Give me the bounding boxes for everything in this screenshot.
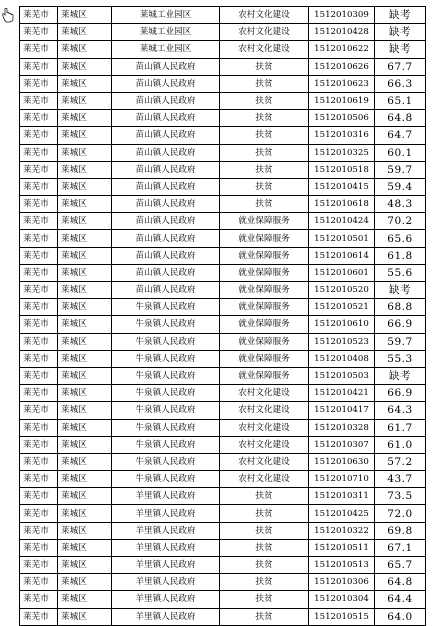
city-cell: 莱芜市 — [20, 92, 58, 109]
score-cell: 72.0 — [375, 505, 426, 522]
exam-number-cell: 1512010417 — [309, 402, 375, 419]
city-cell: 莱芜市 — [20, 24, 58, 41]
score-cell: 64.8 — [375, 110, 426, 127]
city-cell: 莱芜市 — [20, 385, 58, 402]
district-cell: 莱城区 — [58, 471, 112, 488]
district-cell: 莱城区 — [58, 522, 112, 539]
exam-number-cell: 1512010425 — [309, 505, 375, 522]
position-cell: 扶贫 — [220, 557, 309, 574]
district-cell: 莱城区 — [58, 488, 112, 505]
position-cell: 就业保障服务 — [220, 367, 309, 384]
exam-number-cell: 1512010428 — [309, 24, 375, 41]
score-cell: 68.8 — [375, 299, 426, 316]
unit-cell: 牛泉镇人民政府 — [112, 367, 220, 384]
score-cell: 59.7 — [375, 333, 426, 350]
score-cell: 缺考 — [375, 367, 426, 384]
position-cell: 就业保障服务 — [220, 333, 309, 350]
table-row — [20, 161, 426, 178]
district-cell: 莱城区 — [58, 453, 112, 470]
exam-number-cell: 1512010421 — [309, 385, 375, 402]
score-cell: 69.8 — [375, 522, 426, 539]
district-cell: 莱城区 — [58, 385, 112, 402]
district-cell: 莱城区 — [58, 299, 112, 316]
position-cell: 农村文化建设 — [220, 471, 309, 488]
district-cell: 莱城区 — [58, 608, 112, 625]
city-cell: 莱芜市 — [20, 58, 58, 75]
unit-cell: 牛泉镇人民政府 — [112, 436, 220, 453]
district-cell: 莱城区 — [58, 557, 112, 574]
position-cell: 就业保障服务 — [220, 282, 309, 299]
position-cell: 扶贫 — [220, 144, 309, 161]
table-row — [20, 196, 426, 213]
exam-number-cell: 1512010322 — [309, 522, 375, 539]
exam-number-cell: 1512010306 — [309, 574, 375, 591]
unit-cell: 苗山镇人民政府 — [112, 178, 220, 195]
score-cell: 66.9 — [375, 385, 426, 402]
table-row — [20, 316, 426, 333]
exam-number-cell: 1512010521 — [309, 299, 375, 316]
city-cell: 莱芜市 — [20, 453, 58, 470]
unit-cell: 羊里镇人民政府 — [112, 608, 220, 625]
score-cell: 64.4 — [375, 591, 426, 608]
district-cell: 莱城区 — [58, 282, 112, 299]
unit-cell: 苗山镇人民政府 — [112, 196, 220, 213]
exam-number-cell: 1512010619 — [309, 92, 375, 109]
table-row — [20, 436, 426, 453]
position-cell: 农村文化建设 — [220, 385, 309, 402]
position-cell: 扶贫 — [220, 58, 309, 75]
exam-number-cell: 1512010511 — [309, 539, 375, 556]
position-cell: 农村文化建设 — [220, 24, 309, 41]
exam-number-cell: 1512010520 — [309, 282, 375, 299]
district-cell: 莱城区 — [58, 213, 112, 230]
city-cell: 莱芜市 — [20, 247, 58, 264]
city-cell: 莱芜市 — [20, 41, 58, 58]
district-cell: 莱城区 — [58, 419, 112, 436]
table-row — [20, 539, 426, 556]
score-cell: 73.5 — [375, 488, 426, 505]
city-cell: 莱芜市 — [20, 402, 58, 419]
table-row — [20, 92, 426, 109]
unit-cell: 羊里镇人民政府 — [112, 488, 220, 505]
exam-number-cell: 1512010626 — [309, 58, 375, 75]
district-cell: 莱城区 — [58, 367, 112, 384]
score-cell: 65.7 — [375, 557, 426, 574]
unit-cell: 苗山镇人民政府 — [112, 58, 220, 75]
unit-cell: 苗山镇人民政府 — [112, 144, 220, 161]
table-row — [20, 264, 426, 281]
city-cell: 莱芜市 — [20, 7, 58, 24]
score-cell: 57.2 — [375, 453, 426, 470]
unit-cell: 莱城工业园区 — [112, 41, 220, 58]
table-row — [20, 453, 426, 470]
score-cell: 61.0 — [375, 436, 426, 453]
exam-number-cell: 1512010710 — [309, 471, 375, 488]
district-cell: 莱城区 — [58, 247, 112, 264]
city-cell: 莱芜市 — [20, 350, 58, 367]
position-cell: 就业保障服务 — [220, 350, 309, 367]
unit-cell: 苗山镇人民政府 — [112, 110, 220, 127]
district-cell: 莱城区 — [58, 574, 112, 591]
score-cell: 缺考 — [375, 24, 426, 41]
score-cell: 64.8 — [375, 574, 426, 591]
city-cell: 莱芜市 — [20, 144, 58, 161]
city-cell: 莱芜市 — [20, 333, 58, 350]
score-cell: 67.1 — [375, 539, 426, 556]
unit-cell: 苗山镇人民政府 — [112, 247, 220, 264]
unit-cell: 苗山镇人民政府 — [112, 230, 220, 247]
district-cell: 莱城区 — [58, 127, 112, 144]
district-cell: 莱城区 — [58, 436, 112, 453]
table-row — [20, 24, 426, 41]
unit-cell: 羊里镇人民政府 — [112, 539, 220, 556]
district-cell: 莱城区 — [58, 264, 112, 281]
exam-number-cell: 1512010304 — [309, 591, 375, 608]
district-cell: 莱城区 — [58, 24, 112, 41]
position-cell: 扶贫 — [220, 110, 309, 127]
table-row — [20, 7, 426, 24]
position-cell: 农村文化建设 — [220, 402, 309, 419]
score-cell: 70.2 — [375, 213, 426, 230]
table-row — [20, 488, 426, 505]
exam-number-cell: 1512010501 — [309, 230, 375, 247]
score-cell: 缺考 — [375, 41, 426, 58]
score-cell: 55.3 — [375, 350, 426, 367]
position-cell: 扶贫 — [220, 92, 309, 109]
score-cell: 64.0 — [375, 608, 426, 625]
exam-number-cell: 1512010610 — [309, 316, 375, 333]
city-cell: 莱芜市 — [20, 213, 58, 230]
position-cell: 扶贫 — [220, 591, 309, 608]
unit-cell: 牛泉镇人民政府 — [112, 402, 220, 419]
city-cell: 莱芜市 — [20, 316, 58, 333]
district-cell: 莱城区 — [58, 7, 112, 24]
exam-number-cell: 1512010515 — [309, 608, 375, 625]
city-cell: 莱芜市 — [20, 557, 58, 574]
table-row — [20, 127, 426, 144]
city-cell: 莱芜市 — [20, 75, 58, 92]
position-cell: 扶贫 — [220, 522, 309, 539]
district-cell: 莱城区 — [58, 196, 112, 213]
position-cell: 就业保障服务 — [220, 264, 309, 281]
position-cell: 就业保障服务 — [220, 213, 309, 230]
exam-number-cell: 1512010518 — [309, 161, 375, 178]
unit-cell: 苗山镇人民政府 — [112, 282, 220, 299]
city-cell: 莱芜市 — [20, 436, 58, 453]
position-cell: 农村文化建设 — [220, 41, 309, 58]
exam-number-cell: 1512010622 — [309, 41, 375, 58]
district-cell: 莱城区 — [58, 333, 112, 350]
score-cell: 66.9 — [375, 316, 426, 333]
city-cell: 莱芜市 — [20, 591, 58, 608]
table-row — [20, 58, 426, 75]
position-cell: 扶贫 — [220, 127, 309, 144]
score-cell: 61.8 — [375, 247, 426, 264]
city-cell: 莱芜市 — [20, 196, 58, 213]
table-row — [20, 144, 426, 161]
score-cell: 59.4 — [375, 178, 426, 195]
exam-number-cell: 1512010328 — [309, 419, 375, 436]
position-cell: 农村文化建设 — [220, 419, 309, 436]
table-row — [20, 574, 426, 591]
district-cell: 莱城区 — [58, 350, 112, 367]
district-cell: 莱城区 — [58, 539, 112, 556]
district-cell: 莱城区 — [58, 316, 112, 333]
exam-number-cell: 1512010630 — [309, 453, 375, 470]
score-cell: 61.7 — [375, 419, 426, 436]
city-cell: 莱芜市 — [20, 299, 58, 316]
district-cell: 莱城区 — [58, 92, 112, 109]
unit-cell: 莱城工业园区 — [112, 24, 220, 41]
exam-number-cell: 1512010307 — [309, 436, 375, 453]
score-cell: 65.6 — [375, 230, 426, 247]
score-cell: 缺考 — [375, 282, 426, 299]
table-row — [20, 299, 426, 316]
exam-number-cell: 1512010601 — [309, 264, 375, 281]
unit-cell: 苗山镇人民政府 — [112, 75, 220, 92]
district-cell: 莱城区 — [58, 591, 112, 608]
position-cell: 扶贫 — [220, 488, 309, 505]
exam-number-cell: 1512010614 — [309, 247, 375, 264]
city-cell: 莱芜市 — [20, 230, 58, 247]
pointing-hand-icon — [1, 7, 15, 23]
table-row — [20, 367, 426, 384]
table-row — [20, 213, 426, 230]
score-cell: 55.6 — [375, 264, 426, 281]
position-cell: 农村文化建设 — [220, 7, 309, 24]
score-cell: 65.1 — [375, 92, 426, 109]
city-cell: 莱芜市 — [20, 127, 58, 144]
score-cell: 64.7 — [375, 127, 426, 144]
score-cell: 60.1 — [375, 144, 426, 161]
city-cell: 莱芜市 — [20, 539, 58, 556]
city-cell: 莱芜市 — [20, 488, 58, 505]
unit-cell: 羊里镇人民政府 — [112, 522, 220, 539]
table-row — [20, 591, 426, 608]
city-cell: 莱芜市 — [20, 505, 58, 522]
table-row — [20, 505, 426, 522]
score-cell: 64.3 — [375, 402, 426, 419]
unit-cell: 牛泉镇人民政府 — [112, 453, 220, 470]
district-cell: 莱城区 — [58, 144, 112, 161]
city-cell: 莱芜市 — [20, 264, 58, 281]
unit-cell: 牛泉镇人民政府 — [112, 333, 220, 350]
position-cell: 扶贫 — [220, 178, 309, 195]
city-cell: 莱芜市 — [20, 110, 58, 127]
district-cell: 莱城区 — [58, 178, 112, 195]
position-cell: 扶贫 — [220, 196, 309, 213]
district-cell: 莱城区 — [58, 41, 112, 58]
unit-cell: 苗山镇人民政府 — [112, 161, 220, 178]
unit-cell: 牛泉镇人民政府 — [112, 385, 220, 402]
score-table — [19, 6, 426, 626]
score-cell: 67.7 — [375, 58, 426, 75]
position-cell: 就业保障服务 — [220, 316, 309, 333]
table-row — [20, 419, 426, 436]
score-cell: 缺考 — [375, 7, 426, 24]
unit-cell: 牛泉镇人民政府 — [112, 419, 220, 436]
city-cell: 莱芜市 — [20, 471, 58, 488]
score-cell: 43.7 — [375, 471, 426, 488]
score-table-body — [20, 7, 426, 626]
unit-cell: 牛泉镇人民政府 — [112, 299, 220, 316]
position-cell: 农村文化建设 — [220, 453, 309, 470]
district-cell: 莱城区 — [58, 505, 112, 522]
table-row — [20, 608, 426, 625]
table-row — [20, 282, 426, 299]
position-cell: 扶贫 — [220, 539, 309, 556]
table-row — [20, 178, 426, 195]
exam-number-cell: 1512010618 — [309, 196, 375, 213]
table-row — [20, 557, 426, 574]
city-cell: 莱芜市 — [20, 608, 58, 625]
exam-number-cell: 1512010408 — [309, 350, 375, 367]
unit-cell: 苗山镇人民政府 — [112, 92, 220, 109]
district-cell: 莱城区 — [58, 58, 112, 75]
position-cell: 扶贫 — [220, 75, 309, 92]
unit-cell: 牛泉镇人民政府 — [112, 316, 220, 333]
city-cell: 莱芜市 — [20, 161, 58, 178]
table-row — [20, 333, 426, 350]
unit-cell: 苗山镇人民政府 — [112, 264, 220, 281]
unit-cell: 羊里镇人民政府 — [112, 574, 220, 591]
exam-number-cell: 1512010513 — [309, 557, 375, 574]
city-cell: 莱芜市 — [20, 178, 58, 195]
exam-number-cell: 1512010325 — [309, 144, 375, 161]
unit-cell: 羊里镇人民政府 — [112, 557, 220, 574]
exam-number-cell: 1512010309 — [309, 7, 375, 24]
exam-number-cell: 1512010523 — [309, 333, 375, 350]
unit-cell: 莱城工业园区 — [112, 7, 220, 24]
exam-number-cell: 1512010623 — [309, 75, 375, 92]
score-cell: 66.3 — [375, 75, 426, 92]
table-row — [20, 110, 426, 127]
unit-cell: 羊里镇人民政府 — [112, 505, 220, 522]
district-cell: 莱城区 — [58, 161, 112, 178]
unit-cell: 苗山镇人民政府 — [112, 127, 220, 144]
unit-cell: 牛泉镇人民政府 — [112, 350, 220, 367]
unit-cell: 羊里镇人民政府 — [112, 591, 220, 608]
table-row — [20, 350, 426, 367]
district-cell: 莱城区 — [58, 110, 112, 127]
district-cell: 莱城区 — [58, 402, 112, 419]
city-cell: 莱芜市 — [20, 419, 58, 436]
position-cell: 农村文化建设 — [220, 436, 309, 453]
table-row — [20, 230, 426, 247]
table-row — [20, 75, 426, 92]
position-cell: 扶贫 — [220, 608, 309, 625]
score-cell: 59.7 — [375, 161, 426, 178]
exam-number-cell: 1512010506 — [309, 110, 375, 127]
district-cell: 莱城区 — [58, 75, 112, 92]
position-cell: 就业保障服务 — [220, 299, 309, 316]
exam-number-cell: 1512010424 — [309, 213, 375, 230]
city-cell: 莱芜市 — [20, 367, 58, 384]
table-row — [20, 41, 426, 58]
exam-number-cell: 1512010503 — [309, 367, 375, 384]
exam-number-cell: 1512010415 — [309, 178, 375, 195]
position-cell: 就业保障服务 — [220, 247, 309, 264]
district-cell: 莱城区 — [58, 230, 112, 247]
city-cell: 莱芜市 — [20, 282, 58, 299]
unit-cell: 苗山镇人民政府 — [112, 213, 220, 230]
table-row — [20, 522, 426, 539]
position-cell: 扶贫 — [220, 574, 309, 591]
exam-number-cell: 1512010311 — [309, 488, 375, 505]
city-cell: 莱芜市 — [20, 574, 58, 591]
unit-cell: 牛泉镇人民政府 — [112, 471, 220, 488]
city-cell: 莱芜市 — [20, 522, 58, 539]
exam-number-cell: 1512010316 — [309, 127, 375, 144]
table-row — [20, 402, 426, 419]
table-row — [20, 385, 426, 402]
score-cell: 48.3 — [375, 196, 426, 213]
position-cell: 就业保障服务 — [220, 230, 309, 247]
table-row — [20, 471, 426, 488]
position-cell: 扶贫 — [220, 161, 309, 178]
position-cell: 扶贫 — [220, 505, 309, 522]
table-row — [20, 247, 426, 264]
